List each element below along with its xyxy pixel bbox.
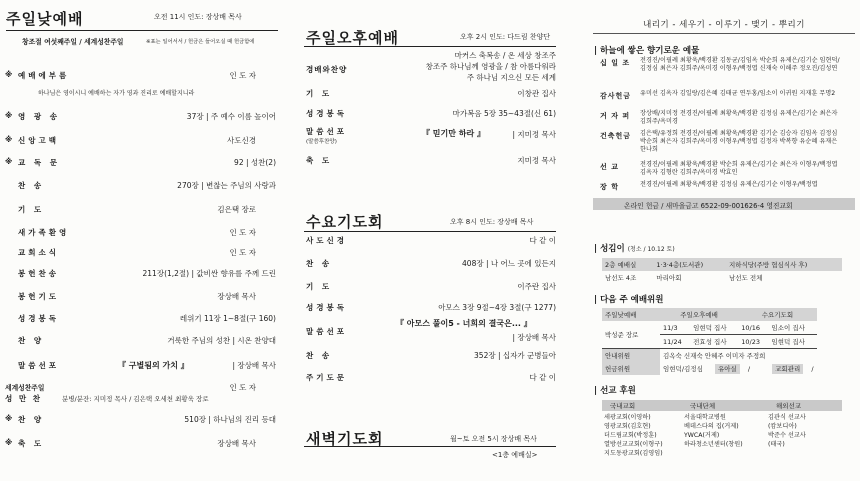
duty-date: 11/3	[660, 321, 690, 335]
worship-time-info: 오전 11시 인도: 장상배 목사	[154, 13, 242, 21]
order-row	[0, 227, 282, 241]
mission-item: 하라청소년센터(창원)	[684, 441, 743, 448]
duty-sunday-leader: 박성준 장로	[602, 321, 660, 349]
row-value: 장상배 목사	[217, 439, 256, 448]
praise-song-list	[426, 50, 556, 83]
wednesday-time-info: 오후 8시 인도: 장상배 목사	[450, 218, 534, 226]
row-label: 신앙고백	[18, 136, 59, 145]
row-label: 주기도문	[306, 373, 347, 382]
sermon-preacher: | 지미정 목사	[512, 130, 556, 139]
row-label: 예배에부름	[18, 71, 70, 80]
row-label: 교 독 문	[18, 158, 60, 167]
row-label: 기 도	[18, 205, 45, 214]
order-row	[0, 157, 282, 171]
cleaning-section-date: (청소 / 10.12 토)	[627, 246, 675, 253]
row-label: 새가족환영	[18, 228, 70, 237]
mission-item: 박준수 선교사	[768, 432, 806, 439]
row-label: 기 도	[306, 89, 333, 98]
order-row	[0, 111, 282, 125]
row-detail: 510장 | 하나님의 진리 등대	[184, 415, 276, 424]
offering-steward-row	[660, 362, 817, 375]
duty-date: 10/23	[738, 335, 768, 349]
row-label: 교회소식	[18, 248, 59, 257]
row-value: 352장 | 십자가 군병들아	[474, 351, 556, 360]
row-label: 축 도	[18, 439, 45, 448]
sermon-label: 말씀선포	[306, 127, 347, 136]
cleaning-value: 남선도 4조	[605, 274, 637, 282]
duty-section-title	[594, 293, 663, 305]
mission-item: 지도동광교회(김영임)	[604, 450, 663, 457]
sermon-title: 『 믿기만 하라 』	[422, 129, 485, 138]
mission-item: 베데스다의 집(거제)	[684, 423, 739, 430]
cleaning-section-title	[594, 242, 675, 254]
mission-section-label: 선교 후원	[600, 386, 636, 396]
order-row	[300, 372, 560, 386]
order-row	[0, 268, 282, 282]
required-mark: ※	[5, 111, 13, 120]
cleaning-header: 지하식당(주방 협심식사 후)	[728, 261, 808, 269]
row-value: | 장상배 목사	[232, 361, 276, 370]
church-slogan: 내리기 - 세우기 - 이루기 - 맺기 - 뿌리기	[643, 20, 805, 30]
row-detail: 레위기 11장 1~8절(구 160)	[179, 314, 276, 323]
sunday-morning-worship-section	[0, 0, 282, 481]
offering-category: 선 교	[600, 163, 619, 171]
row-value: 인 도 자	[229, 71, 256, 80]
mission-header: 국내교회	[610, 402, 636, 410]
row-label: 찬 송	[306, 259, 333, 268]
row-label: 사도신경	[306, 236, 347, 245]
order-row	[0, 438, 282, 452]
page-title: 주일낮예배	[6, 10, 84, 28]
mission-item: 열방선교교회(이형구)	[604, 441, 663, 448]
offering-donors: 전경진/이필례 최황욱/백경환 김동균/김임옥 박순희 유제은/김기순 임현덕/김정심 최은자 김희주/옥미경 이형우/백정엽 신재숙 이해주 정오진/김성연	[640, 57, 840, 72]
section-bar-icon: |	[594, 46, 601, 56]
divider	[6, 30, 278, 31]
order-row	[300, 302, 560, 316]
row-value: 사도신경	[227, 136, 256, 145]
divider	[304, 46, 556, 47]
divider	[593, 33, 855, 34]
row-detail: 거룩한 주님의 성찬 | 시온 찬양대	[167, 336, 276, 345]
duty-header: 수요기도회	[761, 311, 794, 319]
offering-donors: 유미선 김옥자 김일랑/김은혜 김태균 연두홍/임소이 이귀원 지재훈 무명2	[640, 90, 836, 97]
required-mark: ※	[5, 438, 13, 447]
offering-steward-names: 임현덕/김정심	[663, 365, 703, 373]
communion-label: 성 만 찬	[5, 394, 42, 403]
afternoon-time-info: 오후 2시 인도: 다드림 찬양단	[460, 33, 551, 41]
wednesday-prayer-title: 수요기도회	[306, 213, 384, 231]
required-mark: ※	[5, 135, 13, 144]
mission-item: 서울대학교병원	[684, 414, 726, 421]
offering-category: 장 학	[600, 183, 619, 191]
order-row	[0, 247, 282, 261]
afternoon-scripture-row	[300, 108, 560, 122]
duty-table	[602, 308, 817, 375]
order-row	[0, 414, 282, 428]
offering-category: 건축헌금	[600, 132, 632, 140]
order-row	[0, 291, 282, 305]
sunday-subtitle: 창조절 여섯째주일 / 세계성찬주일	[22, 38, 124, 46]
praise-label: 경배와찬양	[306, 65, 348, 74]
order-row	[0, 335, 282, 349]
offering-and-notices-section	[590, 0, 860, 481]
row-label: 성경봉독	[306, 109, 347, 118]
duty-name: 임현덕 집사	[768, 335, 816, 349]
mission-header: 해외선교	[776, 402, 802, 410]
row-value: 다 같 이	[529, 236, 556, 245]
mission-item: (태국)	[768, 441, 785, 448]
mission-item: (캄보디아)	[768, 423, 797, 430]
praise-song: 창조주 하나님께 영광을 / 참 아름다워라	[425, 62, 556, 71]
section-bar-icon: |	[594, 244, 601, 254]
dawn-location-note: <1층 예배실>	[492, 451, 538, 459]
row-label: 기 도	[306, 282, 333, 291]
row-label: 찬 송	[18, 181, 45, 190]
offering-category: 감사헌금	[600, 92, 632, 100]
cleaning-value: 마리아회	[656, 274, 682, 282]
row-value: 인 도 자	[229, 248, 256, 257]
offering-donors: 전경진/이필례 최황욱/백경환 박순희 유제은/김기순 최은자 이형우/백정엽 김옥자 김형란 김희주/옥미경 박효인	[640, 161, 838, 176]
offering-category: 거 자 퍼	[600, 112, 631, 120]
communion-servers: 분병/분잔: 지미정 목사 / 김은택 오세천 최황욱 장로	[62, 395, 209, 403]
row-label: 찬 양	[18, 415, 45, 424]
row-value: 408장 | 나 어느 곳에 있든지	[462, 259, 556, 268]
mission-item: 김관식 선교사	[768, 414, 806, 421]
row-detail: 92 | 성찬(2)	[234, 158, 276, 167]
divider	[304, 446, 556, 447]
order-row	[300, 258, 560, 272]
required-mark: ※	[5, 414, 13, 423]
divider	[304, 231, 556, 232]
order-row	[0, 313, 282, 327]
mission-header-bar	[602, 400, 842, 411]
domestic-church-list	[604, 413, 663, 458]
duty-name: 임현덕 집사	[690, 321, 738, 335]
dawn-time-info: 월~토 오전 5시 장상배 목사	[450, 435, 537, 443]
duty-date: 10/16	[738, 321, 768, 335]
row-detail: 『 구별됨의 가치 』	[118, 361, 189, 370]
mission-item: 세광교회(이영하)	[604, 414, 651, 421]
section-bar-icon: |	[594, 386, 601, 396]
sermon-sublabel: (말씀후찬양)	[306, 139, 337, 145]
row-detail: 하나님은 영이시니 예배하는 자가 영과 진리로 예배할지니라	[38, 90, 195, 97]
row-value: 김은택 장로	[217, 205, 256, 214]
row-label: 말씀선포	[18, 361, 59, 370]
order-row	[0, 360, 282, 374]
required-mark: ※	[5, 157, 13, 166]
row-label: 축 도	[306, 156, 333, 165]
overseas-mission-list	[768, 413, 806, 449]
row-value: 아모스 3장 9절~4장 3절(구 1277)	[438, 303, 556, 312]
mission-item: 더드림교회(박정훈)	[604, 432, 657, 439]
facility-value: /	[811, 365, 814, 373]
guide-names: 김옥숙 신재숙 안혜주 이미자 주정희	[663, 352, 766, 360]
facility-label: 교회관리	[772, 364, 803, 374]
row-value: 장상배 목사	[217, 292, 256, 301]
duty-header: 주일오후예배	[680, 311, 718, 319]
order-row	[0, 180, 282, 194]
order-row	[300, 350, 560, 364]
order-row	[300, 235, 560, 249]
domestic-org-list	[684, 413, 743, 449]
offering-section-title	[594, 44, 699, 56]
wednesday-sermon-label: 말씀선포	[306, 327, 347, 336]
row-value: 이창관 집사	[517, 89, 556, 98]
offering-section-label: 하늘에 쌓은 향기로운 예물	[600, 46, 700, 56]
communion-leader: 인 도 자	[229, 383, 256, 392]
afternoon-prayer-row	[300, 88, 560, 102]
row-value: 인 도 자	[229, 228, 256, 237]
duty-date: 11/24	[660, 335, 690, 349]
section-bar-icon: |	[594, 295, 601, 305]
dawn-prayer-title: 새벽기도회	[306, 430, 384, 448]
order-row	[0, 135, 282, 149]
cleaning-header: 2층 예배실	[605, 261, 637, 269]
offering-steward-label: 헌금위원	[602, 362, 660, 375]
cleaning-table	[602, 258, 842, 284]
row-detail: 37장 | 주 예수 이름 높이어	[186, 112, 276, 121]
offering-donors: 전경진/이필례 최황욱/백경환 김정심 유제은/김기순 이형우/백정엽	[640, 181, 818, 188]
row-value: 이주란 집사	[517, 282, 556, 291]
mission-section-title	[594, 384, 636, 396]
duty-name: 임소이 집사	[768, 321, 816, 335]
afternoon-worship-title: 주일오후예배	[306, 29, 399, 47]
offering-category: 십 일 조	[600, 59, 631, 67]
row-label: 영 광 송	[18, 112, 60, 121]
afternoon-benediction-row	[300, 155, 560, 169]
worship-note: ※표는 일어서서 / 헌금은 들어오실 때 헌금함에	[146, 39, 255, 45]
praise-song: 마커스 축복송 / 온 세상 창조주	[454, 51, 556, 60]
nursery-label: 유아실	[715, 364, 740, 374]
mission-item: 영광교회(김호현)	[604, 423, 651, 430]
mission-header: 국내단체	[690, 402, 716, 410]
row-value: 마가복음 5장 35~43절(신 61)	[452, 109, 556, 118]
wednesday-sermon-title: 『 아모스 풀이5 - 너희의 결국은... 』	[396, 319, 532, 328]
row-label: 봉헌기도	[18, 292, 59, 301]
order-row	[0, 88, 282, 102]
duty-name: 전효성 집사	[690, 335, 738, 349]
cleaning-value: 남선도 전체	[728, 274, 763, 282]
offering-donors: 장상배/지미정 전경진/이필례 최황욱/백경환 김정심 유제은/김기순 최은자 김희주/옥미경	[640, 110, 838, 125]
duty-section-label: 다음 주 예배위원	[600, 295, 664, 305]
duty-header: 주일낮예배	[605, 311, 637, 319]
row-detail: 270장 | 변찮는 주님의 사랑과	[177, 181, 276, 190]
row-value: 지미정 목사	[517, 156, 556, 165]
cleaning-section-label: 성김이	[600, 244, 625, 254]
row-label: 봉헌찬송	[18, 269, 59, 278]
order-row	[0, 204, 282, 218]
nursery-value: /	[747, 365, 751, 373]
communion-sunday-label: 세계성찬주일	[5, 384, 45, 392]
required-mark: ※	[5, 70, 13, 79]
order-row	[300, 281, 560, 295]
praise-song: 주 하나님 지으신 모든 세계	[466, 73, 556, 82]
cleaning-header: 1·3·4층(도서관)	[656, 261, 704, 269]
mission-item: YWCA(거제)	[684, 432, 720, 439]
afternoon-and-weekday-section	[300, 0, 560, 481]
row-value: 다 같 이	[529, 373, 556, 382]
row-label: 성경봉독	[306, 303, 347, 312]
online-offering-account: 온라인 헌금 / 새마을금고 6522-09-001626-4 영진교회	[624, 202, 793, 210]
wednesday-sermon-preacher: | 장상배 목사	[512, 333, 556, 342]
row-label: 성경봉독	[18, 314, 59, 323]
guide-label: 안내위원	[602, 349, 660, 363]
row-label: 찬 송	[306, 351, 333, 360]
row-detail: 211장(1,2절) | 값비싼 향유를 주께 드린	[142, 269, 276, 278]
row-label: 찬 양	[18, 336, 45, 345]
offering-donors: 김은택/유정희 전경진/이필례 최황욱/백경환 김기순 김승자 김임옥 김정심 박순희 최은자 김희주/옥미경 이형우/백정엽 김정자 박복향 유순혜 유재은 한나희	[640, 130, 838, 153]
order-row	[0, 70, 282, 84]
